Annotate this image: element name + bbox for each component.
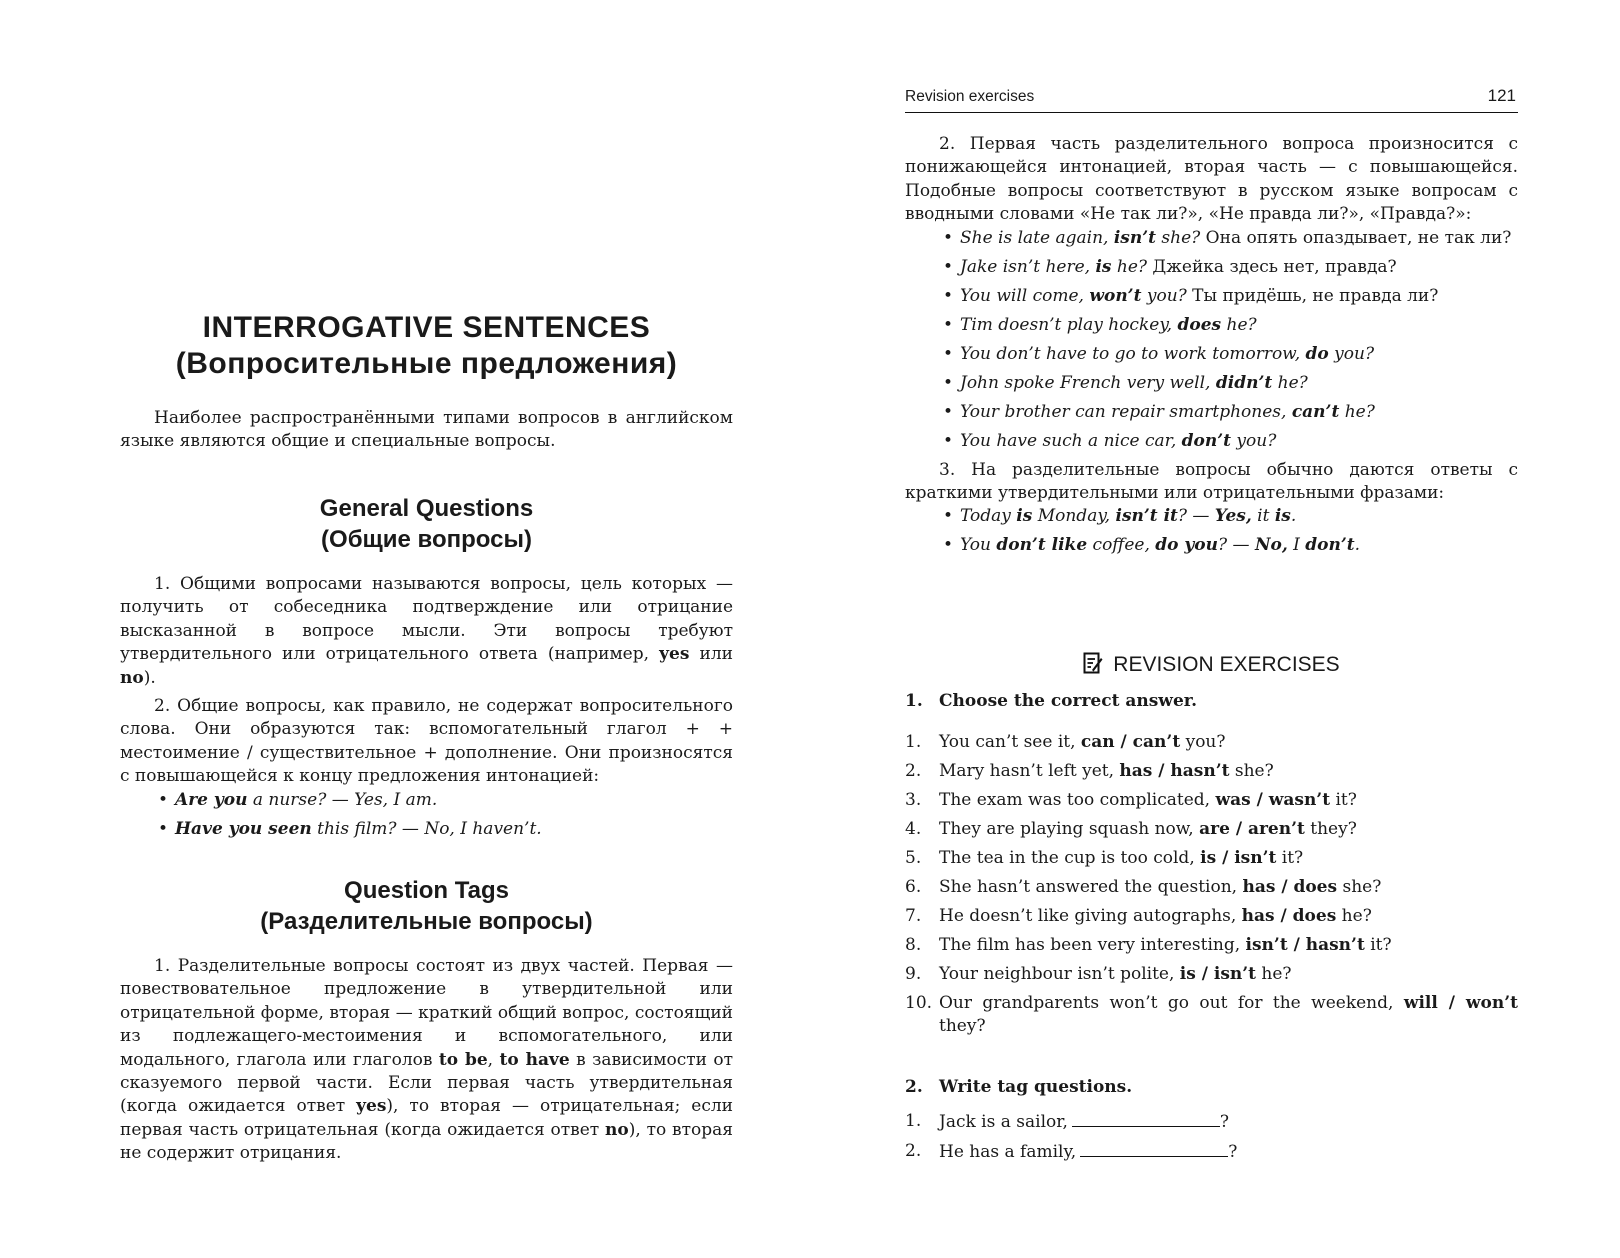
item-number: 6.	[905, 877, 922, 897]
example-item	[905, 314, 1518, 337]
text-run: a nurse? — Yes, I am.	[247, 789, 438, 810]
text-run: She hasn’t answered the question,	[939, 877, 1243, 897]
emphasis-text: Have you seen	[175, 818, 312, 839]
item-number: 8.	[905, 935, 922, 955]
text-run: 1. Общими вопросами называются вопросы, цель которых — получить от собеседника подтверждение или отрицание высказанной в вопросе мысли. Эти вопросы требуют утвердительного или отрицательного ответа (например,	[120, 574, 733, 665]
example-list	[120, 789, 733, 841]
text-run: .	[1290, 506, 1297, 527]
text-run: she?	[1229, 761, 1274, 781]
example-item	[120, 818, 733, 841]
emphasis-text: do you	[1155, 535, 1219, 556]
text-run: 3. На разделительные вопросы обычно даются ответы с краткими утвердительными или отрицательными фразами:	[905, 459, 1518, 504]
question-mark: ?	[1219, 1112, 1230, 1132]
emphasis-text: no	[605, 1119, 629, 1140]
emphasis-text: Yes,	[1214, 506, 1252, 527]
text-run: Your brother can repair smartphones,	[960, 401, 1292, 422]
emphasis-text: isn’t	[1113, 227, 1157, 248]
text-run: в зависимости от сказуемого первой части. Если первая часть утвердительная (когда ожидается ответ	[120, 1049, 734, 1117]
text-run: it?	[1364, 935, 1392, 955]
emphasis-text: will / won’t	[1403, 993, 1518, 1013]
text-run: he?	[1339, 401, 1375, 422]
text-run: she?	[1337, 877, 1382, 897]
example-item	[905, 401, 1518, 424]
answer-blank[interactable]	[1072, 1110, 1220, 1127]
text-run: The tea in the cup is too cold,	[939, 848, 1201, 868]
text-run: ), то вторая — отрицательная; если первая часть отрицательная (когда ожидается ответ	[120, 1096, 734, 1140]
text-run: The exam was too complicated,	[939, 790, 1216, 810]
running-header	[905, 86, 1518, 113]
exercise-2-list	[905, 1110, 1518, 1164]
text-run: 1. Разделительные вопросы состоят из двух частей. Первая — повествовательное предложение в утвердительной или отрицательной форме, вторая — краткий общий вопрос, состоящий из подлежащего-местоимения и вспомогательного, или модального, глагола или глаголов	[120, 956, 733, 1070]
text-run: you?	[1231, 430, 1277, 451]
item-number: 7.	[905, 906, 922, 926]
emphasis-text: has / hasn’t	[1119, 761, 1230, 781]
item-number: 4.	[905, 819, 922, 839]
text-run: ,	[487, 1049, 500, 1070]
text-run: you?	[1328, 343, 1375, 364]
exercise-instruction: Write tag questions.	[939, 1077, 1133, 1097]
emphasis-text: can / can’t	[1080, 732, 1181, 752]
exercise-item	[905, 963, 1518, 986]
item-number: 1.	[905, 732, 922, 752]
example-item	[905, 256, 1518, 279]
emphasis-text: is	[1016, 506, 1033, 527]
item-number: 5.	[905, 848, 922, 868]
intro-paragraph	[120, 407, 733, 454]
exercise-item	[905, 789, 1518, 812]
text-run: ).	[143, 667, 156, 688]
example-item	[905, 285, 1518, 308]
text-run: he?	[1256, 964, 1292, 984]
emphasis-text: is / isn’t	[1200, 848, 1277, 868]
emphasis-text: to have	[499, 1049, 570, 1070]
item-number: 2.	[905, 1141, 922, 1161]
chapter-title: INTERROGATIVE SENTENCES	[202, 311, 651, 344]
emphasis-text: isn’t it	[1115, 506, 1178, 527]
exercise-item	[905, 992, 1518, 1039]
exercise-item	[905, 760, 1518, 783]
text-run: he?	[1272, 372, 1308, 393]
text-run: You can’t see it,	[939, 732, 1081, 752]
text-run: he?	[1221, 314, 1257, 335]
emphasis-text: are / aren’t	[1199, 819, 1305, 839]
emphasis-text: do	[1305, 343, 1329, 364]
text-run: You don’t have to go to work tomorrow,	[960, 343, 1306, 364]
item-number: 2.	[905, 761, 922, 781]
exercise-item	[905, 818, 1518, 841]
revision-exercises-heading	[905, 651, 1518, 679]
exercise-number: 2.	[905, 1077, 923, 1097]
text-run: it?	[1276, 848, 1304, 868]
text-run: ? —	[1218, 535, 1255, 556]
page-number: 121	[1487, 86, 1516, 105]
example-list	[905, 227, 1518, 453]
section-heading: Question Tags	[344, 877, 509, 904]
exercise-item	[905, 1140, 1518, 1164]
answer-blank[interactable]	[1080, 1140, 1228, 1157]
emphasis-text: can’t	[1291, 401, 1340, 422]
text-run: The film has been very interesting,	[939, 935, 1246, 955]
text-run: Monday,	[1032, 506, 1116, 527]
example-item	[905, 227, 1518, 250]
text-run: Наиболее распространёнными типами вопросов в английском языке являются общие и специальные вопросы.	[120, 408, 733, 452]
emphasis-text: won’t	[1089, 285, 1142, 306]
text-run: ? —	[1177, 506, 1215, 527]
text-run: I	[1287, 535, 1306, 556]
exercise-1-list	[905, 731, 1518, 1039]
example-item	[905, 343, 1518, 366]
example-item	[905, 505, 1518, 528]
paragraph	[120, 955, 733, 1166]
text-run: Tim doesn’t play hockey,	[960, 314, 1178, 335]
exercise-instruction: Choose the correct answer.	[939, 691, 1198, 711]
emphasis-text: has / does	[1242, 877, 1338, 897]
text-run: they?	[1304, 819, 1357, 839]
paragraph	[120, 573, 733, 690]
section-heading: General Questions	[319, 495, 534, 522]
example-list	[905, 505, 1518, 557]
exercise-item	[905, 847, 1518, 870]
emphasis-text: isn’t / hasn’t	[1245, 935, 1365, 955]
item-number: 9.	[905, 964, 922, 984]
text-run: Our grandparents won’t go out for the weekend,	[939, 993, 1404, 1013]
notepad-pencil-icon	[1083, 652, 1103, 674]
emphasis-text: is	[1095, 256, 1112, 277]
chapter-subtitle: (Вопросительные предложения)	[175, 347, 678, 380]
text-run: Ты придёшь, не правда ли?	[1186, 285, 1439, 306]
emphasis-text: don’t	[1305, 535, 1355, 556]
item-text: He has a family,	[939, 1142, 1077, 1162]
example-item	[905, 534, 1518, 557]
emphasis-text: Are you	[175, 789, 248, 810]
emphasis-text: don’t like	[996, 535, 1088, 556]
paragraph	[905, 459, 1518, 506]
text-run: he?	[1111, 256, 1148, 277]
text-run: you?	[1141, 285, 1187, 306]
item-text: Jack is a sailor,	[939, 1112, 1068, 1132]
emphasis-text: yes	[659, 644, 690, 665]
question-mark: ?	[1228, 1142, 1238, 1162]
emphasis-text: does	[1177, 314, 1222, 335]
paragraph	[120, 695, 733, 789]
paragraph	[905, 133, 1518, 227]
text-run: Jake isn’t here,	[960, 256, 1096, 277]
text-run: he?	[1336, 906, 1372, 926]
exercise-item	[905, 1110, 1518, 1134]
text-run: They are playing squash now,	[939, 819, 1200, 839]
text-run: He doesn’t like giving autographs,	[939, 906, 1242, 926]
text-run: John spoke French very well,	[960, 372, 1216, 393]
emphasis-text: yes	[356, 1096, 387, 1117]
example-item	[120, 789, 733, 812]
text-run: Джейка здесь нет, правда?	[1147, 256, 1397, 277]
revision-heading-text: REVISION EXERCISES	[1113, 653, 1340, 676]
item-number: 3.	[905, 790, 922, 810]
emphasis-text: didn’t	[1215, 372, 1273, 393]
text-run: Your neighbour isn’t polite,	[939, 964, 1180, 984]
emphasis-text: no	[120, 667, 144, 688]
text-run: Mary hasn’t left yet,	[939, 761, 1120, 781]
text-run: they?	[939, 1016, 986, 1037]
text-run: или	[689, 644, 733, 665]
exercise-item	[905, 905, 1518, 928]
text-run: Она опять опаздывает, не так ли?	[1200, 227, 1512, 248]
text-run: ), то вторая не содержит отрицания.	[120, 1119, 733, 1164]
text-run: She is late again,	[960, 227, 1114, 248]
example-item	[905, 372, 1518, 395]
emphasis-text: No,	[1254, 535, 1288, 556]
running-header-title: Revision exercises	[905, 88, 1035, 105]
emphasis-text: has / does	[1241, 906, 1337, 926]
chapter-title-block	[120, 310, 733, 382]
text-run: you?	[1180, 732, 1226, 752]
text-run: it	[1251, 506, 1275, 527]
emphasis-text: to be	[438, 1049, 488, 1070]
general-questions-heading-block	[120, 493, 733, 555]
example-item	[905, 430, 1518, 453]
text-run: .	[1354, 535, 1361, 556]
emphasis-text: don’t	[1181, 430, 1232, 451]
item-number: 1.	[905, 1111, 922, 1131]
emphasis-text: was / wasn’t	[1215, 790, 1331, 810]
section-subheading: (Общие вопросы)	[321, 526, 532, 553]
text-run: You have such a nice car,	[960, 430, 1182, 451]
text-run: it?	[1330, 790, 1357, 810]
text-run: this film? — No, I haven’t.	[311, 818, 542, 839]
text-run: she?	[1156, 227, 1201, 248]
exercise-2-title	[905, 1076, 1518, 1099]
section-subheading: (Разделительные вопросы)	[260, 908, 593, 935]
exercise-item	[905, 876, 1518, 899]
exercise-number: 1.	[905, 691, 923, 711]
emphasis-text: is / isn’t	[1179, 964, 1257, 984]
text-run: 2. Общие вопросы, как правило, не содержат вопросительного слова. Они образуются так: вспомогательный глагол + + местоимение / существительное + дополнение. Они произносятся с повышающейся к концу предложения интонацией:	[120, 696, 733, 787]
item-number: 10.	[905, 993, 933, 1013]
question-tags-heading-block	[120, 875, 733, 937]
emphasis-text: is	[1274, 506, 1291, 527]
exercise-1-title	[905, 690, 1518, 713]
text-run: coffee,	[1087, 535, 1156, 556]
text-run: You will come,	[960, 285, 1090, 306]
text-run: 2. Первая часть разделительного вопроса произносится с понижающейся интонацией, вторая часть — с повышающейся. Подобные вопросы соответствуют в русском языке вопросам с вводными словами «Не так ли?», «Не правда ли?», «Правда?»:	[905, 134, 1518, 225]
exercise-item	[905, 934, 1518, 957]
text-run: Today	[960, 506, 1017, 527]
text-run: You	[960, 535, 997, 556]
exercise-item	[905, 731, 1518, 754]
